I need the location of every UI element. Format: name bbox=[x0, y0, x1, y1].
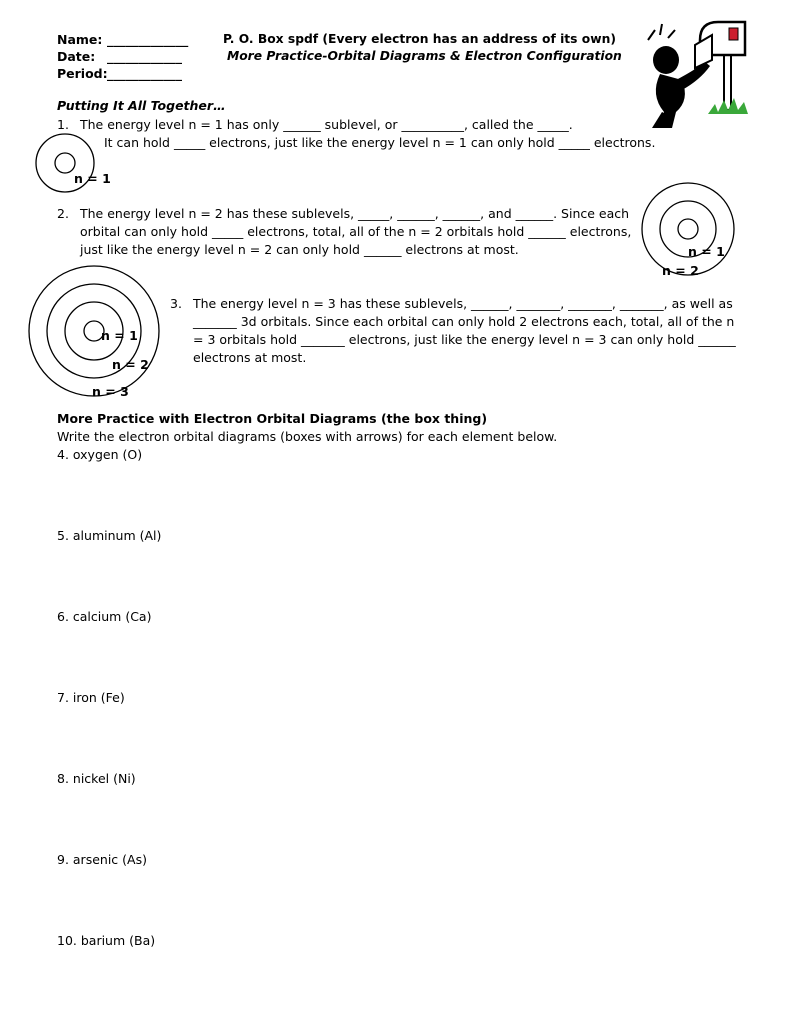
q3-line2: _______ 3d orbitals. Since each orbital can only hold 2 electrons each, total, all of the n bbox=[193, 314, 735, 329]
date-blank[interactable]: ____________ bbox=[107, 49, 182, 64]
shell-n3-circle-3 bbox=[29, 266, 159, 396]
list-item: 8. nickel (Ni) bbox=[57, 771, 136, 786]
q3-line4: electrons at most. bbox=[193, 350, 307, 365]
diagram3-n3-label: n = 3 bbox=[92, 384, 129, 399]
diagram2-n1-label: n = 1 bbox=[688, 244, 725, 259]
date-label: Date: bbox=[57, 49, 96, 64]
q2-number: 2. bbox=[57, 206, 69, 221]
q2-line3: just like the energy level n = 2 can only hold ______ electrons at most. bbox=[80, 242, 519, 257]
list-item: 10. barium (Ba) bbox=[57, 933, 156, 948]
q3-number: 3. bbox=[170, 296, 182, 311]
list-item: 5. aluminum (Al) bbox=[57, 528, 162, 543]
list-item: 9. arsenic (As) bbox=[57, 852, 147, 867]
q2-line2: orbital can only hold _____ electrons, total, all of the n = 2 orbitals hold ______ electrons, bbox=[80, 224, 632, 239]
diagram1-n1-label: n = 1 bbox=[74, 171, 111, 186]
name-label: Name: bbox=[57, 32, 103, 47]
q2-line1: The energy level n = 2 has these sublevels, _____, ______, ______, and ______. Since each bbox=[80, 206, 630, 221]
q1-number: 1. bbox=[57, 117, 69, 132]
section-heading: Putting It All Together… bbox=[57, 98, 226, 113]
list-item: 4. oxygen (O) bbox=[57, 447, 143, 462]
diagram3-n2-label: n = 2 bbox=[112, 357, 149, 372]
diagram2-n2-label: n = 2 bbox=[662, 263, 699, 278]
period-label: Period: bbox=[57, 66, 108, 81]
nucleus-circle-1 bbox=[55, 153, 75, 173]
q3-line3: = 3 orbitals hold _______ electrons, just like the energy level n = 3 can only hold ______ bbox=[193, 332, 736, 347]
period-blank[interactable]: ____________ bbox=[107, 66, 182, 81]
list-item: 7. iron (Fe) bbox=[57, 690, 125, 705]
section2-heading: More Practice with Electron Orbital Diagrams (the box thing) bbox=[57, 411, 488, 426]
q3-line1: The energy level n = 3 has these sublevels, ______, _______, _______, _______, as well as bbox=[193, 296, 733, 311]
nucleus-circle-2 bbox=[678, 219, 698, 239]
shell-n2-circle-2 bbox=[642, 183, 734, 275]
worksheet-subtitle: More Practice-Orbital Diagrams & Electron Configuration bbox=[227, 49, 622, 63]
worksheet-title: P. O. Box spdf (Every electron has an address of its own) bbox=[223, 32, 616, 46]
diagram3-n1-label: n = 1 bbox=[101, 328, 138, 343]
q1-line2: It can hold _____ electrons, just like the energy level n = 1 can only hold _____ electrons. bbox=[104, 135, 656, 150]
name-blank[interactable]: _____________ bbox=[107, 32, 189, 47]
list-item: 6. calcium (Ca) bbox=[57, 609, 152, 624]
q1-line1: The energy level n = 1 has only ______ sublevel, or __________, called the _____. bbox=[80, 117, 573, 132]
section2-instructions: Write the electron orbital diagrams (boxes with arrows) for each element below. bbox=[57, 429, 558, 444]
